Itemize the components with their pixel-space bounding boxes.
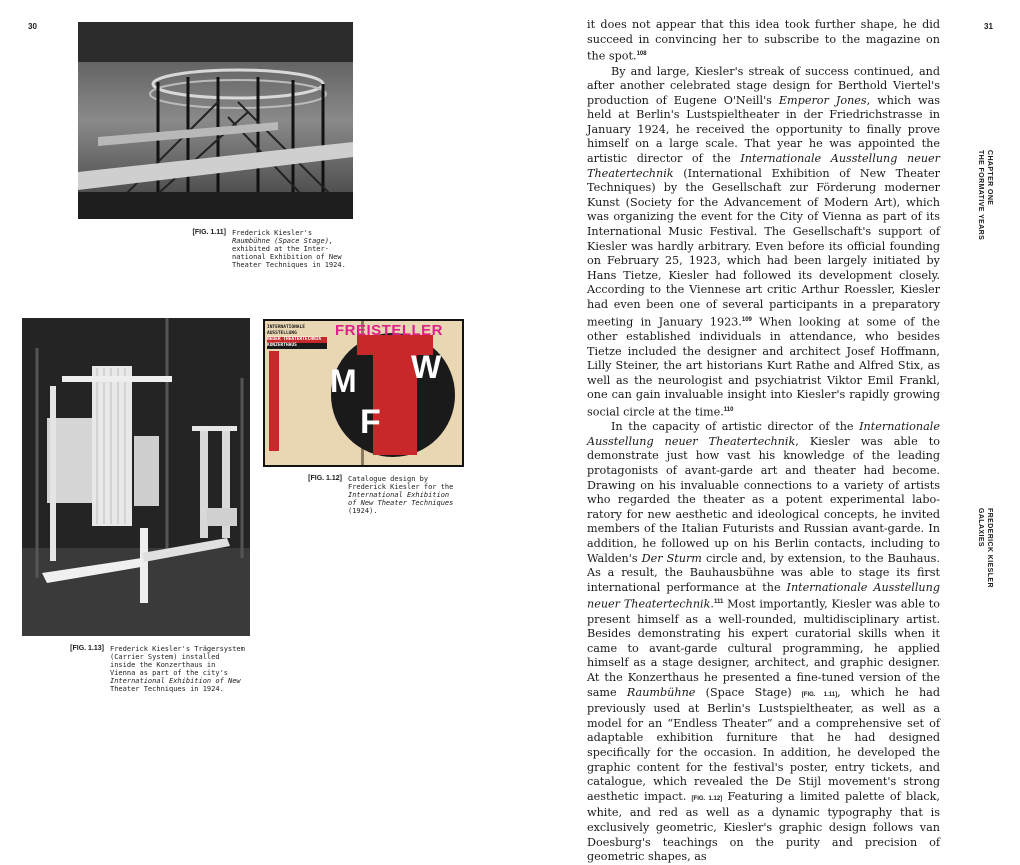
caption-line: Frederick Kiesler for the (348, 483, 454, 491)
page-number-left: 30 (28, 22, 37, 31)
text-run: , which was held at Berlin's Lustspieltheater in der Friedrichstrasse in January 1924, he received the opportunity to finally prove himself on a large scale. That year he was appointed the artistic director of the (587, 93, 940, 166)
caption-line: of New Theater Techniques (348, 499, 454, 507)
text-run: Featuring a limited palette of black, white, and red as well as a dynamic typography that is exclusively geometric, Kiesler's graphic design follows van Doesburg's teachings on the purity and precision of geometric shapes, as (587, 789, 940, 864)
caption-line: (1924). (348, 507, 378, 515)
catalogue-paper (265, 321, 462, 465)
caption-line: International Exhibition (348, 491, 450, 499)
catalogue-header-line: NEUER THEATERTECHNIK (267, 337, 327, 343)
caption-line: Frederick Kiesler's (232, 229, 313, 237)
text-run: By and large, Kiesler's streak of success continued, and after another celebrated stage design for Berthold Viertel's production of Eugene O'Neill's (587, 64, 940, 107)
caption-line: Raumbühne (Space Stage), (232, 237, 334, 245)
caption-line: International Exhibition of New (110, 677, 241, 685)
catalogue-header-line: KONZERTHAUS (267, 343, 327, 349)
figure-ref-1-11[interactable]: [FIG. 1.11] (801, 691, 838, 698)
caption-line: inside the Konzerthaus in (110, 661, 216, 669)
text-italic: Raumbühne (626, 685, 696, 699)
fig-1-13-photo (22, 318, 250, 636)
text-italic: Internationale Ausstellung neuer Theatertechnik (587, 420, 940, 448)
body-text-column (587, 18, 940, 865)
text-run: When looking at some of the other established individuals in attendance, who besides Tietze included the designer and architect Josef Hoffmann, Lilly Steiner, the art historians Kurt Rathe and Alfred Stix, as well as the neurologist and psychiatrist Viktor Emil Frankl, one can gain invaluable insight into Kiesler's rapidly growing social circle at the time. (587, 315, 940, 419)
chapter-title: THE FORMATIVE YEARS (977, 150, 984, 241)
paragraph-1 (587, 18, 940, 65)
paragraph-2 (587, 65, 940, 421)
book-author: FREDERICK KIESLER (986, 508, 993, 588)
text-run: . (710, 598, 714, 612)
text-italic: Der Sturm (641, 551, 702, 565)
text-run: (Space Stage) (695, 685, 802, 699)
text-run: , which he had previously used at Berlin's Lustspieltheater, as well as a model for an “Endless Theater” and a comprehensive set of adaptable exhibition furniture that he had designed specifically for the occasion. In addition, he developed the graphic content for the festival's poster, entry tickets, and catalogue, which revealed the De Stijl movement's strong aesthetic impact. (587, 685, 940, 803)
fig-1-11-photo (78, 22, 353, 219)
catalogue-left-stripe (269, 351, 279, 451)
text-run: Most importantly, Kiesler was able to present himself as a well-rounded, multidisciplinary artist. Besides demonstrating his expert curatorial skills when it came to avant-garde cultural programming, he applied himself as a stage designer, architect, and graphic designer. At the Konzerthaus he presented a fine-tuned version of the same (587, 598, 940, 699)
book-title: GALAXIES (977, 508, 984, 547)
chapter-number: CHAPTER ONE (986, 150, 993, 206)
fig-1-13-tag: [FIG. 1.13] (70, 645, 104, 652)
text-run: , Kiesler was able to demonstrate just how vast his knowledge of the leading protagonists of avant-garde art and theater had become. Drawing on his invaluable connections to a variety of artists who regarded the theater as a potent experimental laboratory for new aesthetic and ideological concepts, he invited members of the Italian Futurists and Russian avant-garde. In addition, he followed up on his Berlin contacts, including to Walden's (587, 434, 941, 565)
text-run: it does not appear that this idea took further shape, he did succeed in convincing her to subscribe to the magazine on the spot. (587, 18, 940, 63)
freisteller-overprint: FREISTELLER (335, 322, 444, 339)
footnote-111[interactable]: 111 (713, 599, 724, 606)
text-italic: Emperor Jones (778, 93, 867, 107)
catalogue-letter-w: W (411, 349, 442, 385)
caption-line: exhibited at the Inter- (232, 245, 329, 253)
caption-line: national Exhibition of New (232, 253, 342, 261)
figure-ref-1-12[interactable]: [FIG. 1.12] (691, 795, 723, 802)
footnote-109[interactable]: 109 (741, 316, 752, 323)
text-run: (International Exhibition of New Theater Techniques) by the Gesellschaft zur Förderung moderner Kunst (Society for the Advancement of Modern Art), which was organizing the event for the City of Vienna as part of its International Music Festival. The Gesellschaft's support of Kiesler was hardly arbitrary. Even before its official founding on February 25, 1923, which had been largely initiated by Hans Tietze, Kiesler had followed its development closely. According to the Viennese art critic Arthur Roessler, Kiesler had even been one of several participants in a preparatory meeting in January 1923. (587, 166, 940, 329)
caption-line: Catalogue design by (348, 475, 429, 483)
caption-line: (Carrier System) installed (110, 653, 220, 661)
catalogue-header-line: INTERNATIONALE AUSSTELLUNG (267, 325, 305, 336)
caption-line: Frederick Kiesler's Trägersystem (110, 645, 245, 653)
catalogue-letter-m: M (330, 363, 357, 399)
fig-1-11-tag: [FIG. 1.11] (192, 229, 226, 236)
fig-1-11-caption (232, 229, 362, 269)
chapter-side-label (976, 150, 994, 240)
page-number-right: 31 (984, 22, 993, 31)
fig-1-13-caption (110, 645, 260, 693)
traegersystem-image (22, 318, 250, 636)
text-run: In the capacity of artistic director of the (611, 420, 860, 434)
caption-line: Theater Techniques in 1924. (232, 261, 346, 269)
catalogue-letter-f: F (360, 403, 381, 441)
catalogue-header (267, 325, 327, 349)
caption-line: Vienna as part of the city's (110, 669, 229, 677)
fig-1-12-tag: [FIG. 1.12] (308, 475, 342, 482)
book-side-label (976, 508, 994, 588)
footnote-108[interactable]: 108 (636, 51, 647, 58)
raumbuehne-image (78, 22, 353, 219)
fig-1-12-caption (348, 475, 468, 515)
paragraph-3 (587, 420, 940, 865)
text-italic: Internationale Ausstellung neuer Theatertechnik (587, 152, 940, 180)
caption-line: Theater Techniques in 1924. (110, 685, 224, 693)
footnote-110[interactable]: 110 (723, 406, 734, 413)
text-run: circle and, by extension, to the Bauhaus. As a result, the Bauhausbühne was able to stage its first international performance at the (587, 551, 940, 594)
fig-1-12-catalogue (263, 319, 464, 467)
text-italic: Internationale Ausstellung neuer Theatertechnik (587, 580, 940, 612)
